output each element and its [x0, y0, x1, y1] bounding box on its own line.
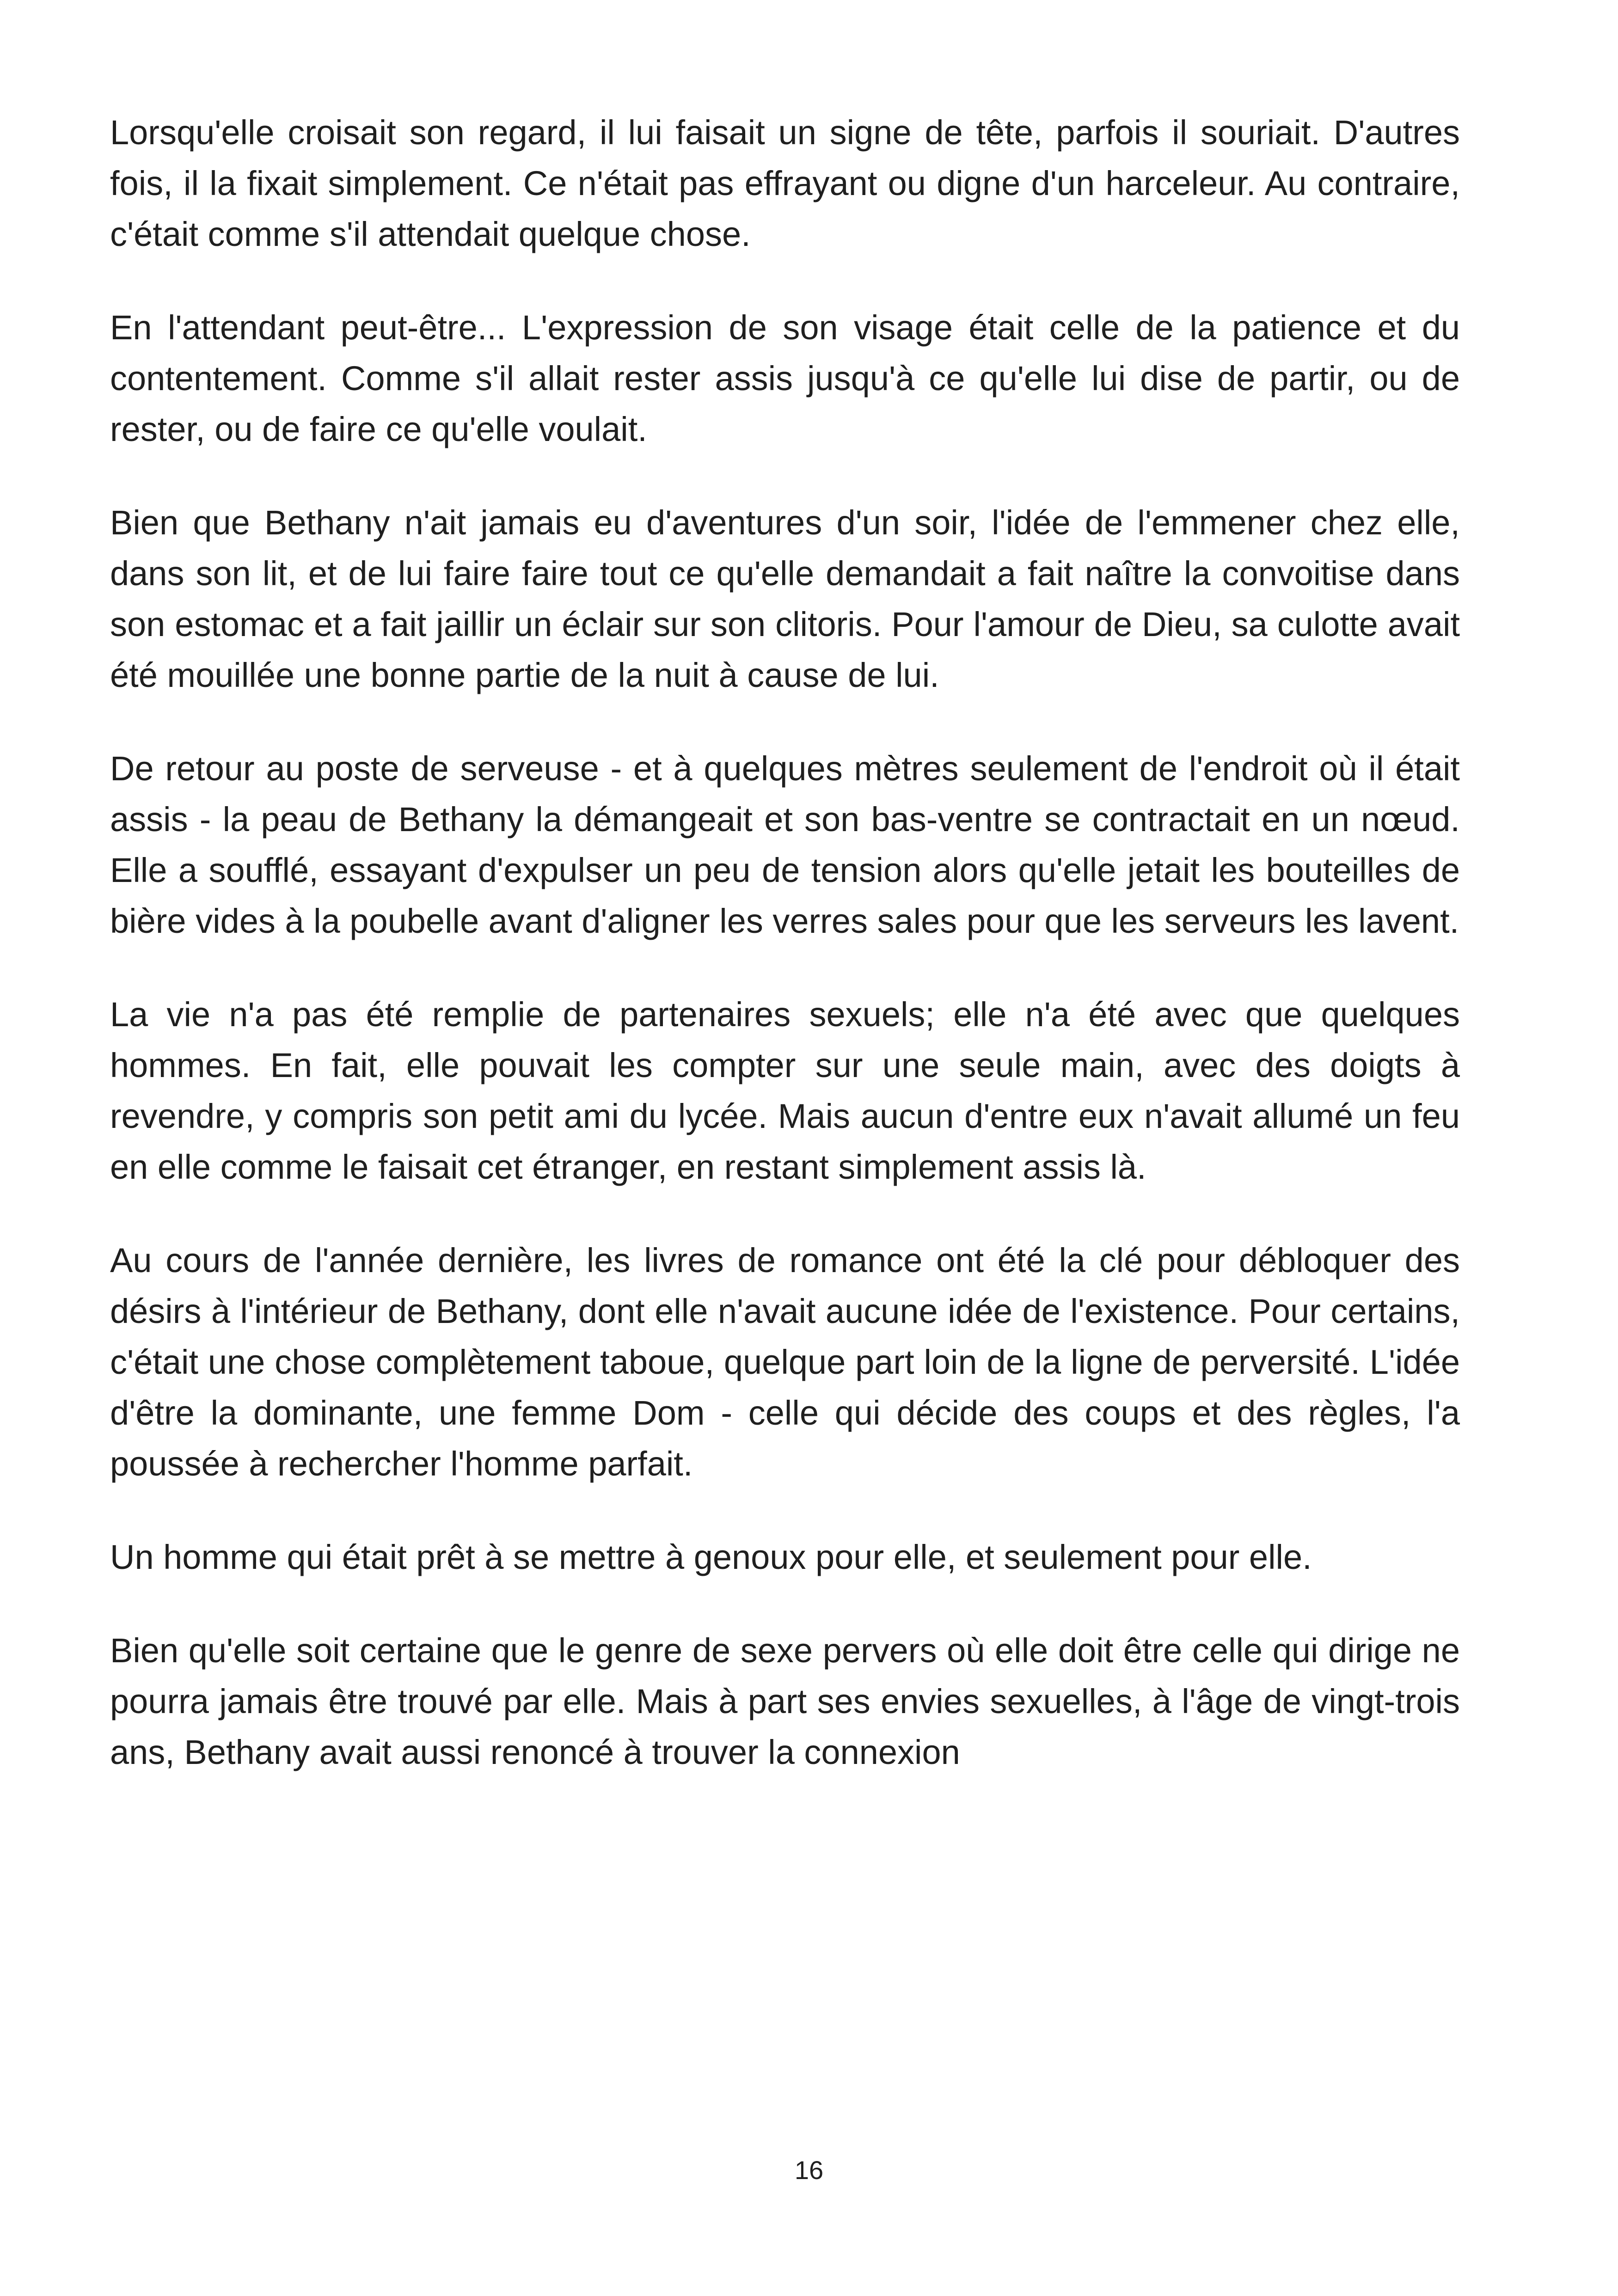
paragraph-8: Bien qu'elle soit certaine que le genre de sexe pervers où elle doit être celle qui dirige ne pourra jamais être trouvé par elle. Mais à part ses envies sexuelles, à l'âge de vingt-trois ans, Bethany avait aussi renoncé à trouver la connexion	[110, 1631, 1460, 1771]
paragraph-1: Lorsqu'elle croisait son regard, il lui faisait un signe de tête, parfois il souriait. D'autres fois, il la fixait simplement. Ce n'était pas effrayant ou digne d'un harceleur. Au contraire, c'était comme s'il attendait quelque chose.	[110, 113, 1460, 253]
body-text	[110, 107, 1460, 1820]
paragraph-3: Bien que Bethany n'ait jamais eu d'aventures d'un soir, l'idée de l'emmener chez elle, dans son lit, et de lui faire faire tout ce qu'elle demandait a fait naître la convoitise dans son estomac et a fait jaillir un éclair sur son clitoris. Pour l'amour de Dieu, sa culotte avait été mouillée une bonne partie de la nuit à cause de lui.	[110, 503, 1460, 694]
paragraph-4: De retour au poste de serveuse - et à quelques mètres seulement de l'endroit où il était assis - la peau de Bethany la démangeait et son bas-ventre se contractait en un nœud. Elle a soufflé, essayant d'expulser un peu de tension alors qu'elle jetait les bouteilles de bière vides à la poubelle avant d'aligner les verres sales pour que les serveurs les lavent.	[110, 749, 1460, 940]
paragraph-2: En l'attendant peut-être... L'expression de son visage était celle de la patience et du contentement. Comme s'il allait rester assis jusqu'à ce qu'elle lui dise de partir, ou de rester, ou de faire ce qu'elle voulait.	[110, 308, 1460, 448]
page-number: 16	[794, 2155, 824, 2185]
paragraph-7: Un homme qui était prêt à se mettre à genoux pour elle, et seulement pour elle.	[110, 1538, 1312, 1576]
paragraph-5: La vie n'a pas été remplie de partenaires sexuels; elle n'a été avec que quelques hommes. En fait, elle pouvait les compter sur une seule main, avec des doigts à revendre, y compris son petit ami du lycée. Mais aucun d'entre eux n'avait allumé un feu en elle comme le faisait cet étranger, en restant simplement assis là.	[110, 995, 1460, 1186]
paragraph-6: Au cours de l'année dernière, les livres de romance ont été la clé pour débloquer des désirs à l'intérieur de Bethany, dont elle n'avait aucune idée de l'existence. Pour certains, c'était une chose complètement taboue, quelque part loin de la ligne de perversité. L'idée d'être la dominante, une femme Dom - celle qui décide des coups et des règles, l'a poussée à rechercher l'homme parfait.	[110, 1241, 1460, 1483]
